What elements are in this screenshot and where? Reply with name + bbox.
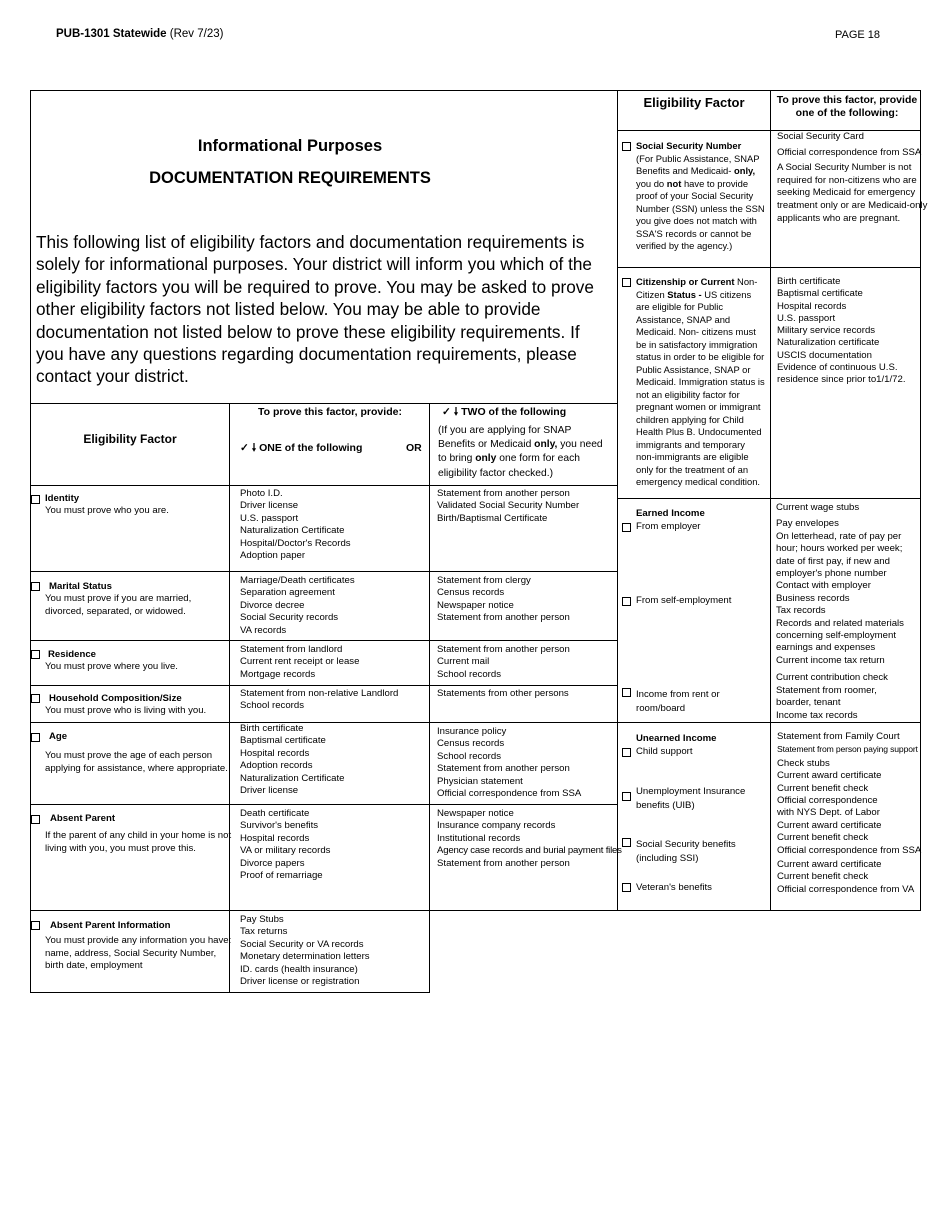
- unearned-uib: Unemployment Insurance benefits (UIB): [636, 786, 746, 811]
- residence-docs-one: Statement from landlord Current rent receipt or lease Mortgage records: [240, 644, 360, 680]
- identity-checkbox[interactable]: [31, 495, 40, 504]
- identity-docs-two: Statement from another person Validated Social Security Number Birth/Baptismal Certificate: [437, 488, 580, 524]
- left-col-or: OR: [406, 442, 422, 454]
- marital-docs-two: Statement from clergy Census records Newspaper notice Statement from another person: [437, 575, 570, 624]
- left-col-factor-header: Eligibility Factor: [83, 432, 177, 446]
- unearned-child-support: Child support: [636, 746, 693, 757]
- unearned-uib-checkbox[interactable]: [622, 792, 631, 801]
- row-absent-parent-info: Absent Parent Information You must provide any information you have: name, address, Social Security Number, birth date, employment: [45, 920, 232, 972]
- intro-text: This following list of eligibility factors and documentation requirements is solely for informational purposes. Your district will inform you which of the eligibility factors you will be required to prove. You may be asked to prove other eligibility factors not listed below. You may be able to provide documentation not listed below to prove these eligibility requirements. If you have any questions regarding documentation requirements, please contact your district.: [36, 232, 594, 387]
- row-age: Age You must prove the age of each person applying for assistance, where appropriate.: [45, 731, 228, 774]
- left-col-one-sub: ✓ 🠗 ONE of the following: [240, 442, 363, 454]
- earned-docs: Current wage stubs Pay envelopes On letterhead, rate of pay per hour; hours worked per week; date of first pay, if new and employer's phone number Contact with employer Business records Tax records Records and related materials concerning self-employment earnings and expenses Current income tax return Current contribution check Statement from roomer, boarder, tenant Income tax records: [776, 502, 904, 721]
- row-marital: Marital Status You must prove if you are married, divorced, separated, or widowed.: [45, 581, 192, 617]
- identity-docs-one: Photo I.D. Driver license U.S. passport Naturalization Certificate Hospital/Doctor's Records Adoption paper: [240, 488, 351, 562]
- earned-self-employment-checkbox[interactable]: [622, 597, 631, 606]
- earned-rent-checkbox[interactable]: [622, 688, 631, 697]
- unearned-child-support-checkbox[interactable]: [622, 748, 631, 757]
- unearned-ssa-checkbox[interactable]: [622, 838, 631, 847]
- residence-docs-two: Statement from another person Current mail School records: [437, 644, 570, 680]
- residence-checkbox[interactable]: [31, 650, 40, 659]
- marital-checkbox[interactable]: [31, 582, 40, 591]
- absent-parent-checkbox[interactable]: [31, 815, 40, 824]
- citizenship-docs: Birth certificate Baptismal certificate Hospital records U.S. passport Military service records Naturalization certificate USCIS documentation Evidence of continuous U.S. residence since prior to1/1/72.: [777, 276, 906, 386]
- row-citizenship: Citizenship or Current Non- Citizen Status - US citizens are eligible for Public Assistance, SNAP and Medicaid. Non- citizens must be in satisfactory immigration status in order to be eligible for Public Assistance, SNAP or Medicaid. Immigration status is not an eligibility factor for pregnant women or immigrant children applying for Child Health Plus B. Undocumented immigrants and temporary non-immigrants are eligible only for the treatment of an emergency medical condition.: [636, 276, 765, 487]
- absent-parent-docs-one: Death certificate Survivor's benefits Hospital records VA or military records Divorce papers Proof of remarriage: [240, 808, 331, 882]
- unearned-ssa: Social Security benefits (including SSI): [636, 839, 736, 864]
- household-checkbox[interactable]: [31, 694, 40, 703]
- household-docs-two: Statements from other persons: [437, 688, 569, 699]
- unearned-income-title: Unearned Income: [636, 733, 717, 744]
- ssn-docs: Social Security Card Official correspondence from SSA A Social Security Number is not required for non-citizens who are seeking Medicaid for emergency treatment only or are Medicaid-only applicants who are pregnant.: [777, 131, 928, 224]
- ssn-checkbox[interactable]: [622, 142, 631, 151]
- earned-income-title: Earned Income: [636, 508, 705, 519]
- unearned-docs: Statement from Family Court Statement from person paying support Check stubs Current award certificate Current benefit check Official correspondence with NYS Dept. of Labor Current award certificate Current benefit check Official correspondence from SSA Current award certificate Current benefit check Official correspondence from VA: [777, 731, 922, 895]
- row-household: Household Composition/Size You must prove who is living with you.: [45, 693, 207, 717]
- citizenship-checkbox[interactable]: [622, 278, 631, 287]
- row-ssn: Social Security Number (For Public Assistance, SNAP Benefits and Medicaid- only, you do not have to provide proof of your Social Security Number (SSN) unless the SSN you give does not match with SSA'S records or cannot be verified by the agency.): [636, 140, 765, 251]
- age-docs-two: Insurance policy Census records School records Statement from another person Physician statement Official correspondence from SSA: [437, 726, 582, 800]
- row-identity: Identity You must prove who you are.: [45, 493, 169, 517]
- intro-title: Informational Purposes: [197, 137, 383, 155]
- unearned-veteran-checkbox[interactable]: [622, 883, 631, 892]
- form-code: PUB-1301 Statewide (Rev 7/23): [56, 28, 224, 40]
- intro-subtitle: DOCUMENTATION REQUIREMENTS: [149, 169, 431, 187]
- earned-self-employment: From self-employment: [636, 595, 732, 606]
- earned-rent: Income from rent or room/board: [636, 689, 720, 714]
- age-docs-one: Birth certificate Baptismal certificate Hospital records Adoption records Naturalization Certificate Driver license: [240, 723, 345, 797]
- absent-parent-info-docs-one: Pay Stubs Tax returns Social Security or VA records Monetary determination letters ID. cards (health insurance) Driver license or registration: [240, 914, 370, 988]
- right-col-prove-header: To prove this factor, provide one of the following:: [776, 94, 918, 119]
- left-col-one-header: To prove this factor, provide:: [258, 406, 402, 418]
- unearned-veteran: Veteran's benefits: [636, 882, 712, 893]
- row-residence: Residence You must prove where you live.: [45, 649, 178, 673]
- right-col-factor-header: Eligibility Factor: [643, 95, 745, 110]
- left-col-two-header: ✓ 🠗 TWO of the following: [442, 406, 567, 418]
- left-col-two-note: (If you are applying for SNAP Benefits or Medicaid only, you need to bring only one form for each eligibility factor checked.): [438, 425, 603, 479]
- earned-employer-checkbox[interactable]: [622, 523, 631, 532]
- age-checkbox[interactable]: [31, 733, 40, 742]
- page-number: PAGE 18: [835, 29, 881, 41]
- absent-parent-docs-two: Newspaper notice Insurance company records Institutional records Agency case records and burial payment files Statement from another person: [437, 808, 622, 869]
- row-absent-parent: Absent Parent If the parent of any child in your home is not living with you, you must prove this.: [45, 813, 232, 854]
- earned-employer: From employer: [636, 521, 701, 532]
- absent-parent-info-checkbox[interactable]: [31, 921, 40, 930]
- marital-docs-one: Marriage/Death certificates Separation agreement Divorce decree Social Security records VA records: [240, 575, 355, 636]
- household-docs-one: Statement from non-relative Landlord School records: [240, 688, 399, 712]
